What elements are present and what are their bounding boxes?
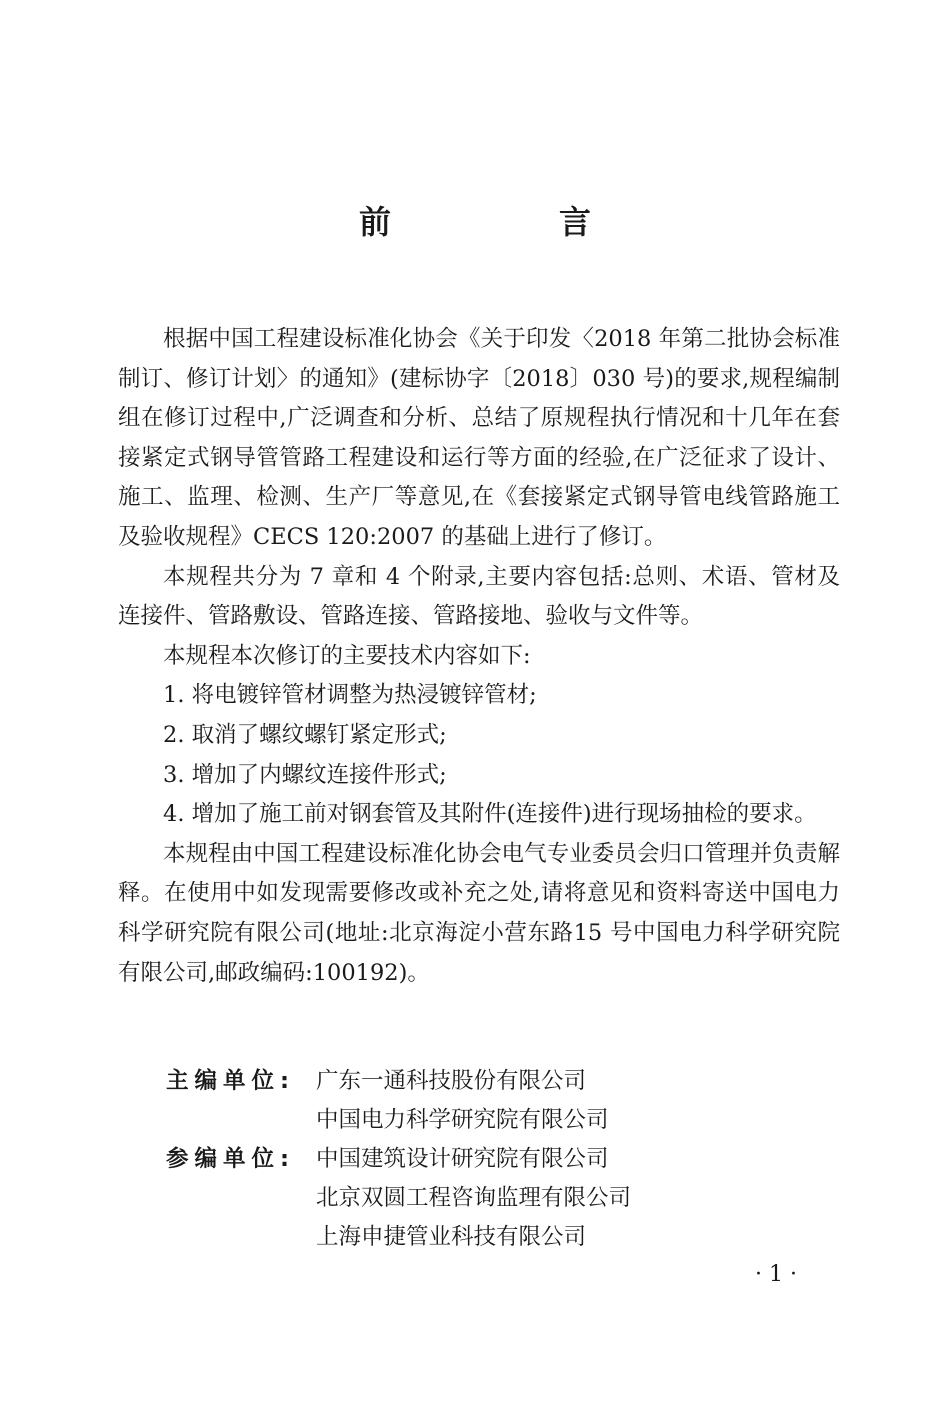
participant-unit: 北京双圆工程咨询监理有限公司: [316, 1185, 632, 1211]
chief-editor-unit: 中国电力科学研究院有限公司: [316, 1107, 609, 1133]
preface-body: [118, 320, 840, 993]
participant-list: [316, 1140, 631, 1257]
participant-units: [166, 1140, 631, 1257]
revision-item-2: 2. 取消了螺纹螺钉紧定形式;: [163, 721, 447, 748]
participant-label: 参编单位:: [166, 1146, 295, 1172]
chief-editor-label: 主编单位:: [166, 1068, 295, 1094]
paragraph-management: 本规程由中国工程建设标准化协会电气专业委员会归口管理并负责解释。在使用中如发现需要修改或补充之处,请将意见和资料寄送中国电力科学研究院有限公司(地址:北京海淀小营东路15 号中国电力科学研究院有限公司,邮政编码:100192)。: [118, 840, 840, 986]
paragraph-background: 根据中国工程建设标准化协会《关于印发〈2018 年第二批协会标准制订、修订计划〉的通知》(建标协字〔2018〕030 号)的要求,规程编制组在修订过程中,广泛调查和分析、总结了原规程执行情况和十几年在套接紧定式钢导管管路工程建设和运行等方面的经验,在广泛征求了设计、施工、监理、检测、生产厂等意见,在《套接紧定式钢导管电线管路施工及验收规程》CECS 120:2007 的基础上进行了修订。: [118, 326, 840, 550]
organizations: [166, 1062, 631, 1257]
chief-editor-unit: 广东一通科技股份有限公司: [316, 1068, 587, 1094]
paragraph-revision-intro: 本规程本次修订的主要技术内容如下:: [163, 642, 531, 669]
revision-item-1: 1. 将电镀锌管材调整为热浸镀锌管材;: [163, 682, 537, 709]
page-number: · 1 ·: [755, 1262, 797, 1287]
revision-item-4: 4. 增加了施工前对钢套管及其附件(连接件)进行现场抽检的要求。: [163, 801, 817, 828]
paragraph-structure: 本规程共分为 7 章和 4 个附录,主要内容包括:总则、术语、管材及连接件、管路敷设、管路连接、管路接地、验收与文件等。: [118, 563, 840, 630]
participant-unit: 中国建筑设计研究院有限公司: [316, 1146, 609, 1172]
participant-unit: 上海申捷管业科技有限公司: [316, 1224, 587, 1250]
revision-item-3: 3. 增加了内螺纹连接件形式;: [163, 761, 447, 788]
chief-editor-units: [166, 1062, 631, 1140]
chief-editor-list: [316, 1062, 609, 1140]
page-title: 前 言: [358, 203, 659, 241]
